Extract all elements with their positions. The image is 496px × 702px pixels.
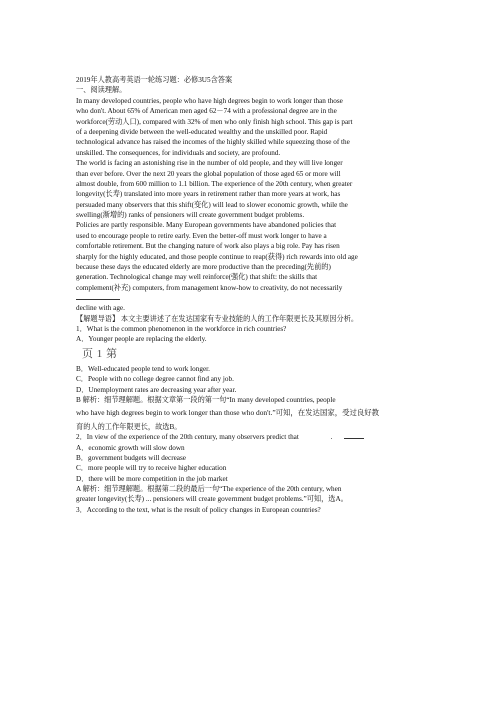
guide-note: 【解题导语】 本文主要讲述了在发达国家有专业技能的人的工作年限更长及其原因分析。 [76, 314, 359, 323]
passage-line: longevity(长寿) translated into more years in retirement rather than more years at work, has [76, 190, 341, 199]
section-heading: 一、阅读理解。 [76, 86, 127, 95]
passage-line: generation. Technological change may well reinforce(强化) that shift: the skills that [76, 273, 318, 282]
option-a: A．economic growth will slow down [76, 443, 185, 452]
passage-line: swelling(渐增的) ranks of pensioners will create government budget problems. [76, 211, 305, 220]
answer-blank [344, 432, 364, 439]
question-stem: 3．According to the text, what is the result of policy changes in European countries? [76, 505, 321, 514]
passage-line: used to encourage people to retire early. Even the better-off must work longer to have a [76, 231, 327, 240]
question-stem [76, 432, 421, 442]
passage-line: who don't. About 65% of American men aged 62－74 with a professional degree are in the [76, 107, 337, 116]
passage-line: of a deepening divide between the well-educated wealthy and the unskilled poor. Rapid [76, 127, 328, 136]
passage-line: workforce(劳动人口), compared with 32% of men who only finish high school. This gap is part [76, 117, 353, 126]
question-3 [76, 505, 421, 515]
document-title: 2019年人教高考英语一轮练习题：必修3U5含答案 [76, 76, 233, 84]
answer-analysis: 育的人的工作年限更长，故选B。 [76, 422, 182, 431]
document-body [76, 75, 421, 515]
page-number-marker: 页 1 第 [82, 347, 118, 360]
stem-dot: . [330, 433, 333, 442]
option-d: D．Unemployment rates are decreasing year after year. [76, 385, 237, 394]
question-stem-text: 2．In view of the experience of the 20th century, many observers predict that [76, 433, 299, 442]
passage-line: In many developed countries, people who have high degrees begin to work longer than those [76, 96, 343, 105]
option-c: C．People with no college degree cannot find any job. [76, 375, 234, 384]
passage-line: because these days the educated elderly are more productive than the preceding(先前的) [76, 263, 331, 272]
option-b: B．Well-educated people tend to work longer. [76, 364, 210, 373]
passage-line: persuaded many observers that this shift(变化) will lead to slower economic growth, while the [76, 200, 348, 209]
answer-analysis: greater longevity(长寿) ... pensioners will create government budget problems.”可知，选A。 [76, 495, 348, 504]
answer-analysis: B 解析：细节理解题。根据文章第一段的第一句“In many developed countries, people [76, 395, 336, 404]
page-break-rule [76, 299, 120, 300]
passage-line: comfortable retirement. But the changing nature of work also plays a big role. Pay has risen [76, 242, 340, 251]
passage-line: Policies are partly responsible. Many European governments have abandoned policies that [76, 221, 337, 230]
passage-line: unskilled. The consequences, for individuals and society, are profound. [76, 148, 281, 157]
passage-continuation: decline with age. [76, 304, 125, 313]
passage-line: The world is facing an astonishing rise in the number of old people, and they will live longer [76, 159, 343, 168]
passage-line: almost double, from 600 million to 1.1 billion. The experience of the 20th century, when greater [76, 179, 353, 188]
option-a: A．Younger people are replacing the elderly. [76, 335, 207, 344]
passage-line: complement(补充) computers, from management know-how to creativity, do not necessarily [76, 283, 343, 292]
passage-line: technological advance has raised the incomes of the highly skilled while squeezing those of the [76, 138, 350, 147]
reading-passage [76, 96, 421, 293]
question-2 [76, 432, 421, 505]
option-c: C．more people will try to receive higher education [76, 464, 227, 473]
question-1-continued [76, 364, 421, 432]
question-1 [76, 324, 421, 345]
answer-analysis: A 解析：细节理解题。根据第二段的最后一句“The experience of the 20th century, when [76, 485, 342, 494]
option-b: B．government budgets will decrease [76, 453, 186, 462]
passage-line: sharply for the highly educated, and those people continue to reap(获得) rich rewards into old age [76, 252, 358, 261]
passage-line: than ever before. Over the next 20 years the global population of those aged 65 or more will [76, 169, 341, 178]
question-stem: 1．What is the common phenomenon in the workforce in rich countries? [76, 324, 287, 333]
answer-analysis: who have high degrees begin to work longer than those who don't.”可知，在发达国家，受过良好教 [76, 408, 380, 418]
option-d: D．there will be more competition in the job market [76, 474, 228, 483]
